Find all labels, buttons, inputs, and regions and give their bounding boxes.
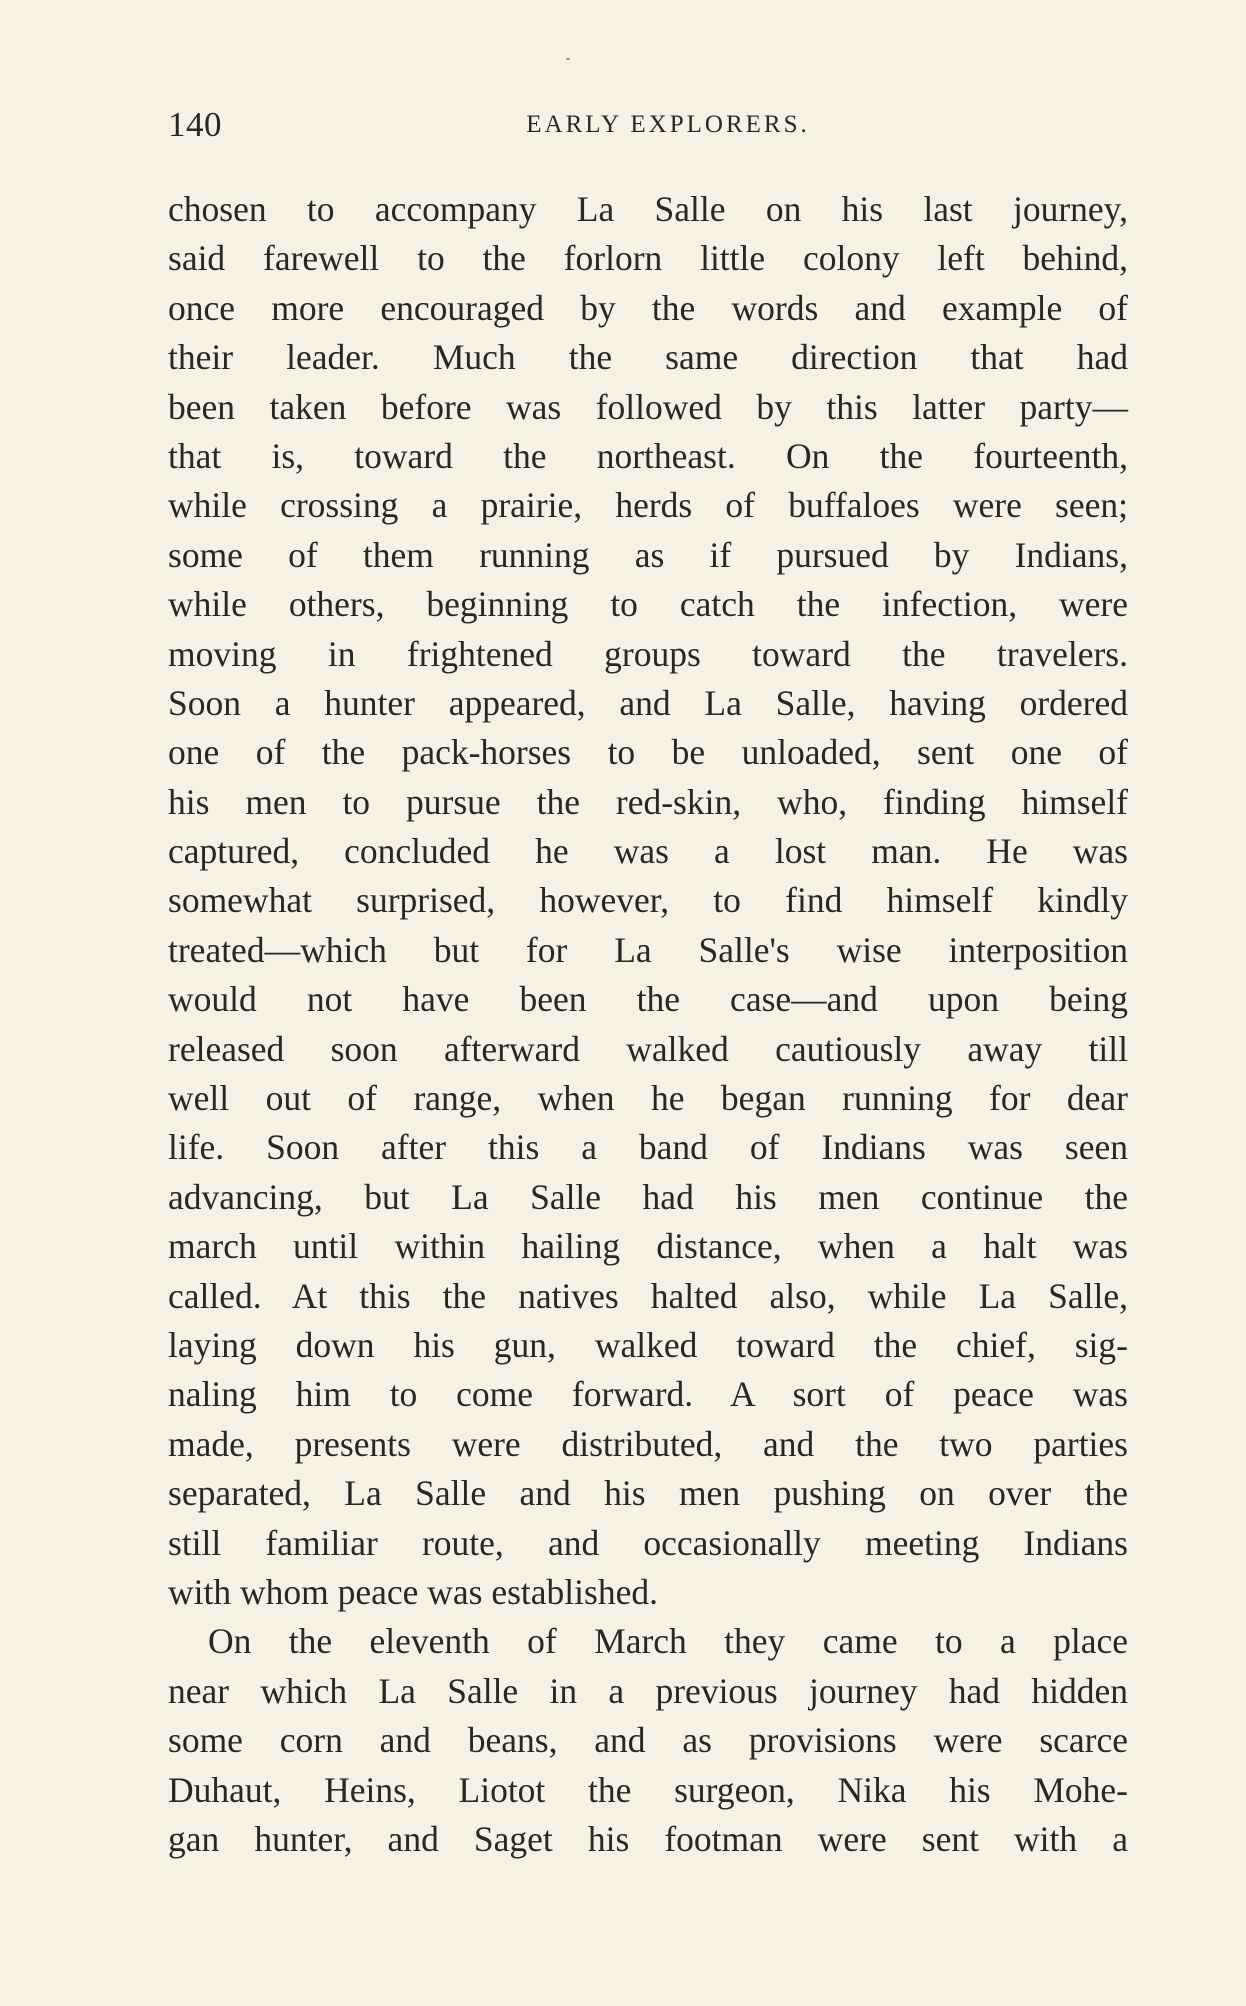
text-line: gan hunter, and Saget his footman were sent with a [168,1818,1128,1859]
text-line: released soon afterward walked cautiously away till [168,1028,1128,1069]
text-line: chosen to accompany La Salle on his last journey, [168,189,1128,229]
print-speck [566,58,570,60]
text-line: would not have been the case—and upon being [168,979,1128,1020]
text-line: while crossing a prairie, herds of buffaloes were seen; [168,485,1128,526]
text-line: said farewell to the forlorn little colony left behind, [168,238,1128,279]
text-line: been taken before was followed by this latter party— [168,386,1128,427]
text-line: Duhaut, Heins, Liotot the surgeon, Nika his Mohe- [168,1769,1128,1810]
text-line: some corn and beans, and as provisions were scarce [168,1720,1128,1761]
paragraph-start-line: On the eleventh of March they came to a place [208,1621,1128,1662]
running-head: EARLY EXPLORERS. [526,111,810,138]
text-line: once more encouraged by the words and example of [168,287,1128,328]
page-number: 140 [168,105,222,144]
text-line: his men to pursue the red-skin, who, finding himself [168,781,1128,822]
text-line: made, presents were distributed, and the two parties [168,1423,1128,1464]
text-line: that is, toward the northeast. On the fourteenth, [168,435,1128,476]
text-line: their leader. Much the same direction that had [168,337,1128,378]
text-line: called. At this the natives halted also, while La Salle, [168,1275,1128,1316]
text-line: march until within hailing distance, when a halt was [168,1226,1128,1267]
paragraph-end-line: with whom peace was established. [168,1571,658,1612]
text-line: well out of range, when he began running for dear [168,1078,1128,1119]
text-line: near which La Salle in a previous journey had hidden [168,1670,1128,1711]
text-line: laying down his gun, walked toward the chief, sig- [168,1324,1128,1365]
body-text [168,185,1128,1864]
text-line: captured, concluded he was a lost man. He was [168,831,1128,872]
text-line: while others, beginning to catch the infection, were [168,584,1128,625]
text-line: somewhat surprised, however, to find himself kindly [168,880,1128,921]
text-line: advancing, but La Salle had his men continue the [168,1176,1128,1217]
text-line: separated, La Salle and his men pushing on over the [168,1473,1128,1514]
text-line: treated—which but for La Salle's wise interposition [168,929,1128,970]
text-line: still familiar route, and occasionally meeting Indians [168,1522,1128,1563]
text-line: moving in frightened groups toward the travelers. [168,633,1128,674]
text-line: life. Soon after this a band of Indians was seen [168,1127,1128,1168]
text-line: one of the pack-horses to be unloaded, sent one of [168,732,1128,773]
text-line: Soon a hunter appeared, and La Salle, having ordered [168,682,1128,723]
text-line: naling him to come forward. A sort of peace was [168,1374,1128,1415]
text-line: some of them running as if pursued by Indians, [168,534,1128,575]
page-header [168,100,1128,150]
